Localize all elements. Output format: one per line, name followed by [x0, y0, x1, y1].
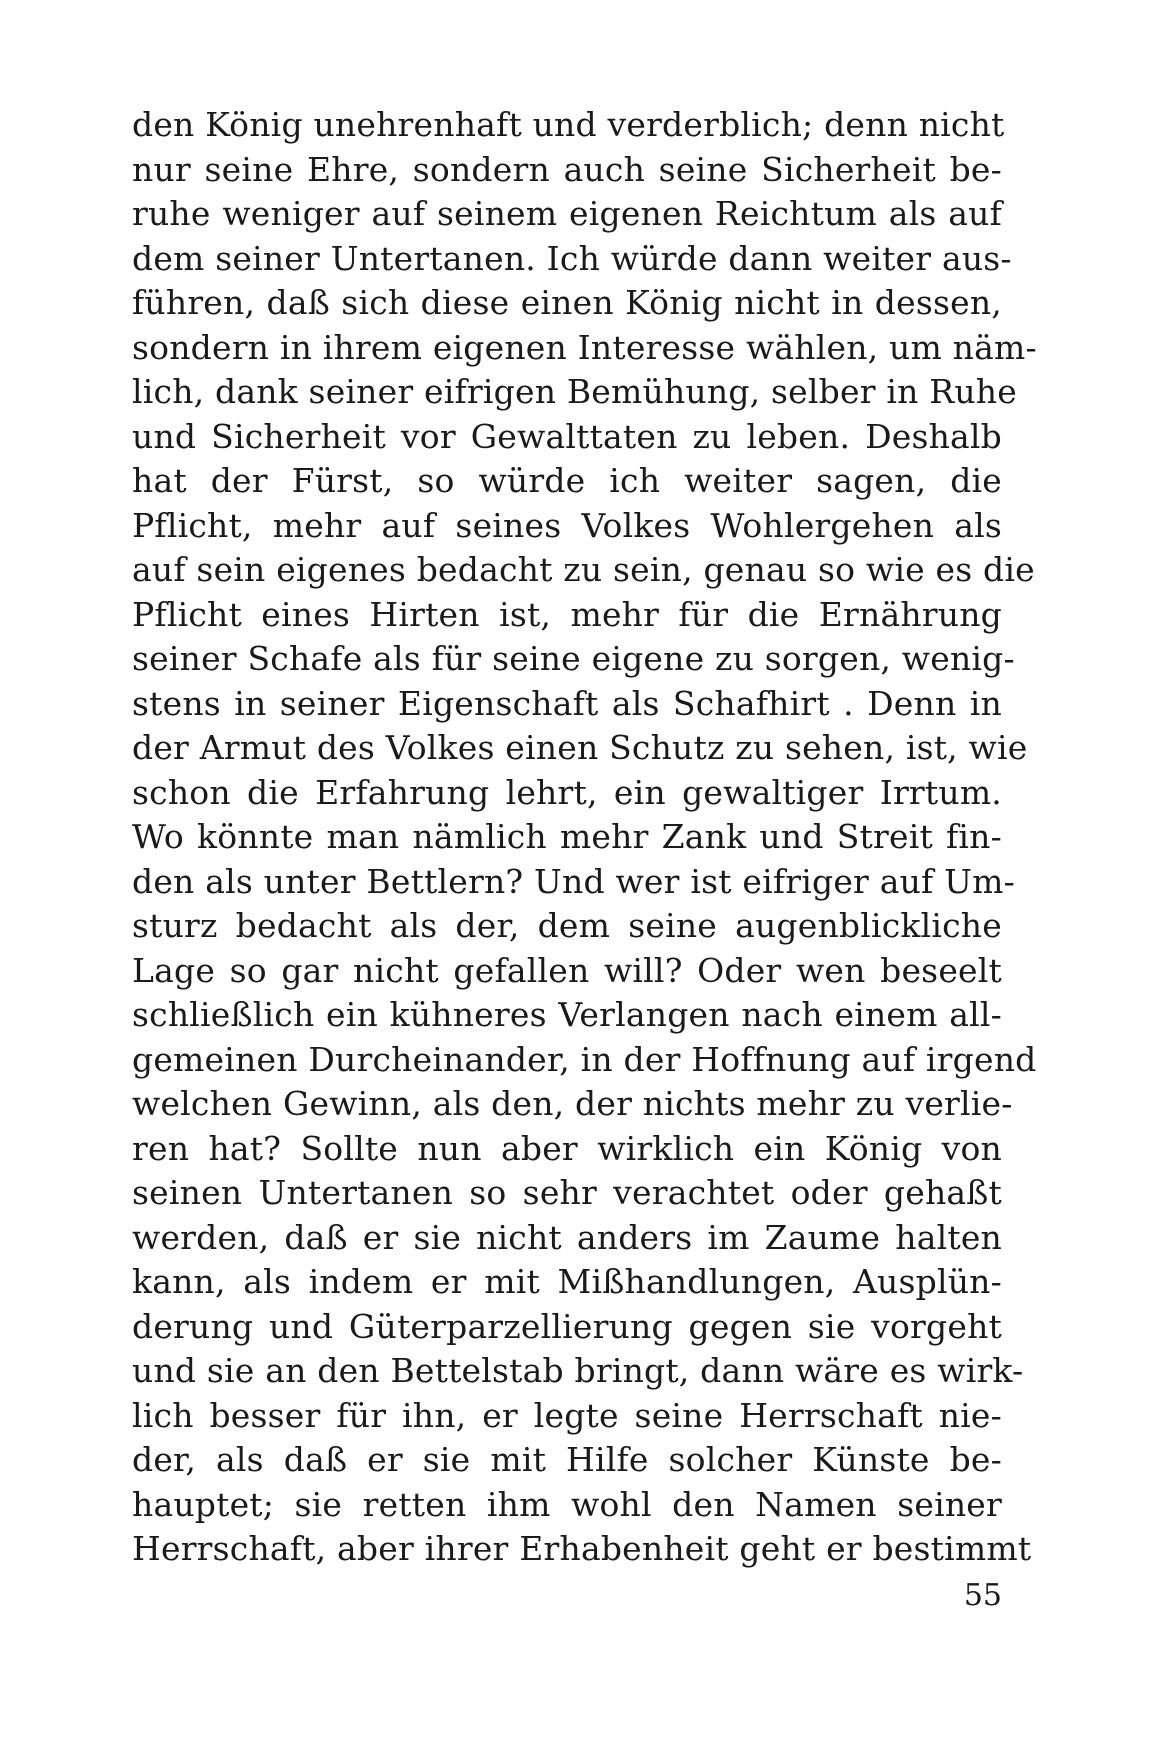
text-line: Lage so gar nicht gefallen will? Oder wen beseelt [132, 950, 1002, 990]
text-line: ren hat? Sollte nun aber wirklich ein König von [132, 1128, 1002, 1168]
text-line: führen, daß sich diese einen König nicht in dessen, [132, 283, 1002, 322]
text-line: kann, als indem er mit Mißhandlungen, Ausplün- [132, 1262, 1002, 1301]
text-line: sondern in ihrem eigenen Interesse wählen, um näm- [132, 327, 1037, 367]
text-line: und sie an den Bettelstab bringt, dann wäre es wirk- [132, 1351, 1024, 1390]
text-line: den König unehrenhaft und verderblich; denn nicht [132, 105, 1005, 144]
text-line: derung und Güterparzellierung gegen sie vorgeht [132, 1306, 1002, 1346]
text-line: den als unter Bettlern? Und wer ist eifriger auf Um- [132, 861, 1015, 901]
text-line: lich, dank seiner eifrigen Bemühung, selber in Ruhe [132, 372, 1017, 411]
text-line: seiner Schafe als für seine eigene zu sorgen, wenig- [132, 639, 1015, 678]
body-text [132, 103, 1037, 1572]
text-line: auf sein eigenes bedacht zu sein, genau so wie es die [132, 550, 1035, 589]
text-line: schon die Erfahrung lehrt, ein gewaltiger Irrtum. [132, 772, 1002, 812]
text-line: dem seiner Untertanen. Ich würde dann weiter aus- [132, 238, 1012, 278]
text-line: stens in seiner Eigenschaft als Schafhirt . Denn in [132, 683, 1002, 723]
text-line: werden, daß er sie nicht anders im Zaume halten [132, 1217, 1002, 1257]
text-line: lich besser für ihn, er legte seine Herrschaft nie- [132, 1395, 1002, 1435]
text-line: Pflicht eines Hirten ist, mehr für die Ernährung [132, 594, 1002, 634]
text-line: ruhe weniger auf seinem eigenen Reichtum als auf [132, 194, 1002, 233]
text-line: und Sicherheit vor Gewalttaten zu leben. Deshalb [132, 416, 1002, 456]
text-line: hat der Fürst, so würde ich weiter sagen, die [132, 461, 1002, 500]
text-line: welchen Gewinn, als den, der nichts mehr zu verlie- [132, 1084, 1013, 1123]
text-line: nur seine Ehre, sondern auch seine Sicherheit be- [132, 149, 1002, 189]
text-line: Wo könnte man nämlich mehr Zank und Streit fin- [132, 817, 1002, 856]
text-line: seinen Untertanen so sehr verachtet oder gehaßt [132, 1173, 1002, 1212]
text-line: Pflicht, mehr auf seines Volkes Wohlergehen als [132, 505, 1002, 545]
text-line: gemeinen Durcheinander, in der Hoffnung auf irgend [132, 1039, 1037, 1079]
text-line: hauptet; sie retten ihm wohl den Namen seiner [132, 1484, 1002, 1524]
text-line: Herrschaft, aber ihrer Erhabenheit geht er bestimmt [132, 1529, 1032, 1568]
page-number: 55 [963, 1578, 1002, 1613]
text-line: der Armut des Volkes einen Schutz zu sehen, ist, wie [132, 728, 1028, 767]
text-line: der, als daß er sie mit Hilfe solcher Künste be- [132, 1440, 1002, 1479]
text-line: sturz bedacht als der, dem seine augenblickliche [132, 906, 1002, 945]
text-line: schließlich ein kühneres Verlangen nach einem all- [132, 995, 1002, 1034]
